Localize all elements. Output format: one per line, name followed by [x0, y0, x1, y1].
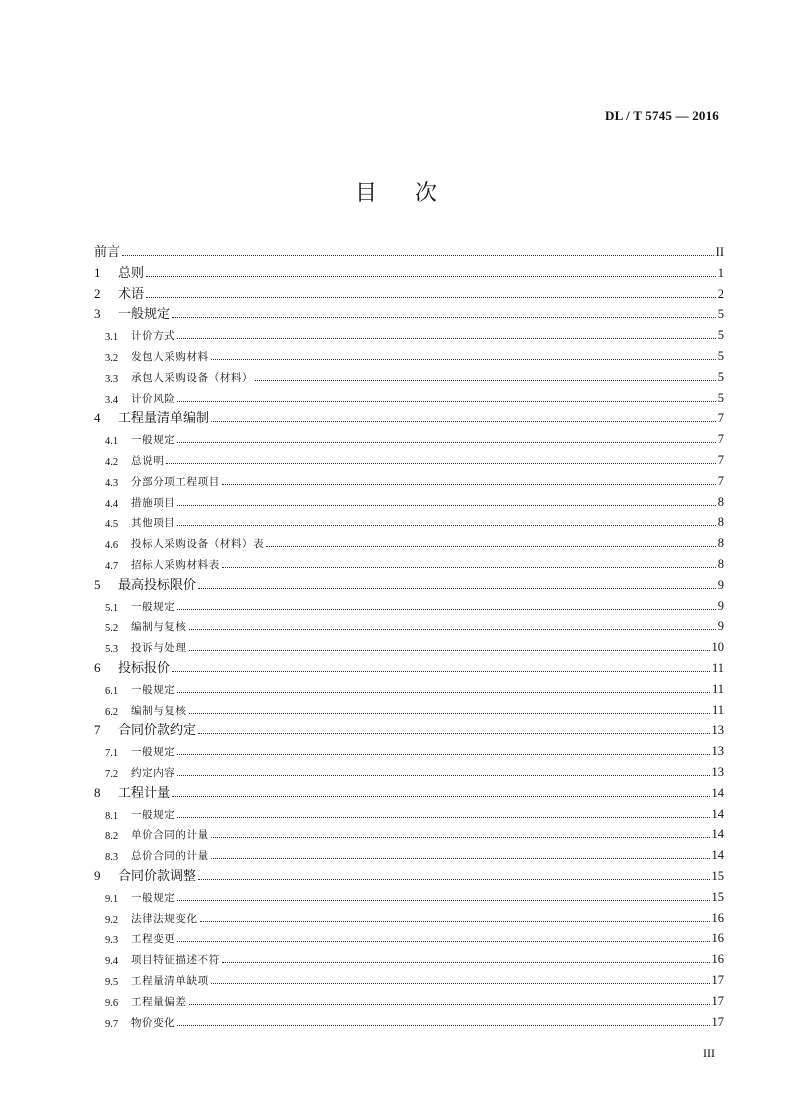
toc-entry[interactable] — [105, 344, 724, 364]
toc-entry[interactable] — [105, 906, 724, 926]
toc-entry-label: 法律法规变化 — [131, 912, 198, 925]
toc-entry[interactable] — [105, 989, 724, 1009]
toc-entry[interactable] — [105, 677, 724, 697]
dot-leader — [189, 713, 710, 714]
toc-entry-page: 14 — [711, 848, 724, 863]
toc-entry-number: 4.1 — [105, 436, 119, 448]
toc-entry-label: 投标报价 — [118, 661, 171, 676]
toc-entry-label: 术语 — [118, 286, 145, 302]
toc-entry-number: 9.3 — [105, 935, 119, 947]
dot-leader — [177, 941, 709, 942]
toc-entry[interactable] — [94, 282, 724, 302]
toc-entry-label: 总价合同的计量 — [131, 850, 209, 863]
toc-entry[interactable] — [105, 323, 724, 343]
toc-entry-page: 16 — [711, 931, 724, 946]
toc-entry-label: 项目特征描述不符 — [131, 954, 220, 967]
toc-entry[interactable] — [105, 698, 724, 718]
toc-entry-label: 物价变化 — [131, 1016, 176, 1029]
toc-entry-number: 9 — [94, 868, 101, 883]
toc-entry-number: 3.1 — [105, 332, 119, 344]
toc-entry-number: 8.2 — [105, 831, 119, 843]
toc-entry-page: 9 — [717, 598, 724, 613]
toc-entry[interactable] — [105, 594, 724, 614]
toc-entry[interactable] — [105, 739, 724, 759]
toc-entry-label: 投诉与处理 — [131, 642, 187, 655]
toc-entry-label: 约定内容 — [131, 767, 176, 779]
toc-entry[interactable] — [105, 968, 724, 988]
toc-entry-page: 5 — [717, 328, 724, 343]
toc-entry[interactable] — [105, 926, 724, 946]
dot-leader — [266, 546, 716, 547]
toc-entry-page: 8 — [717, 494, 724, 509]
toc-entry-number: 9.6 — [105, 997, 119, 1009]
toc-entry-page: 11 — [711, 681, 724, 696]
dot-leader — [222, 962, 710, 963]
toc-entry-label: 一般规定 — [131, 434, 176, 447]
dot-leader — [177, 609, 715, 610]
dot-leader — [177, 1025, 709, 1026]
dot-leader — [177, 401, 715, 402]
dot-leader — [177, 692, 710, 693]
dot-leader — [172, 317, 716, 318]
toc-entry-page: 2 — [717, 286, 724, 301]
toc-entry[interactable] — [105, 822, 724, 842]
dot-leader — [211, 421, 716, 422]
dot-leader — [172, 796, 709, 797]
toc-entry[interactable] — [105, 635, 724, 655]
toc-entry-page: 7 — [717, 411, 724, 426]
toc-entry-page: 5 — [717, 349, 724, 363]
toc-entry-page: 15 — [711, 869, 724, 883]
toc-entry-number: 4 — [94, 410, 101, 426]
toc-entry-number: 2 — [94, 285, 101, 301]
toc-entry-page: 5 — [717, 369, 724, 384]
toc-entry-label: 一般规定 — [118, 307, 171, 323]
toc-entry[interactable] — [94, 718, 724, 738]
toc-entry[interactable] — [105, 427, 724, 447]
toc-entry[interactable] — [105, 614, 724, 634]
toc-entry-number: 3.2 — [105, 353, 119, 364]
toc-entry-page: 1 — [717, 265, 724, 280]
toc-entry[interactable] — [94, 302, 724, 322]
toc-entry-number: 8.1 — [105, 810, 119, 822]
dot-leader — [177, 817, 709, 818]
dot-leader — [200, 921, 710, 922]
toc-entry-label: 工程量偏差 — [131, 995, 187, 1008]
toc-entry-label: 计价方式 — [131, 330, 176, 343]
toc-entry-label: 编制与复核 — [131, 621, 187, 634]
toc-entry-label: 单价合同的计量 — [131, 829, 209, 842]
toc-entry-label: 其他项目 — [131, 517, 176, 530]
dot-leader — [198, 588, 716, 589]
toc-entry-number: 8.3 — [105, 852, 119, 864]
toc-entry-label: 前言 — [94, 245, 121, 260]
toc-entry[interactable] — [105, 531, 724, 551]
toc-entry-number: 5.3 — [105, 644, 119, 656]
toc-entry-page: 8 — [717, 557, 724, 571]
toc-entry-number: 9.7 — [105, 1018, 119, 1030]
toc-entry-number: 4.6 — [105, 540, 119, 552]
toc-entry-page: 13 — [711, 765, 724, 779]
toc-entry-number: 9.2 — [105, 914, 119, 926]
toc-entry-number: 4.4 — [105, 498, 119, 510]
toc-entry-number: 6.2 — [105, 706, 119, 718]
toc-entry-label: 合同价款调整 — [118, 869, 197, 884]
toc-entry[interactable] — [105, 552, 724, 572]
dot-leader — [166, 463, 715, 464]
toc-entry-label: 计价风险 — [131, 392, 176, 405]
toc-entry-page: 7 — [717, 432, 724, 447]
toc-entry-page: 8 — [717, 515, 724, 530]
toc-entry[interactable] — [105, 947, 724, 967]
toc-entry[interactable] — [105, 490, 724, 510]
toc-entry-number: 7.2 — [105, 769, 119, 780]
toc-entry-label: 一般规定 — [131, 808, 176, 821]
toc-entry[interactable] — [105, 448, 724, 468]
toc-entry[interactable] — [105, 802, 724, 822]
toc-entry-number: 6.1 — [105, 685, 119, 697]
toc-entry-page: 11 — [711, 702, 724, 717]
toc-entry-page: 17 — [711, 1014, 724, 1029]
toc-entry-label: 编制与复核 — [131, 704, 187, 717]
toc-entry-label: 工程量清单缺项 — [131, 975, 209, 987]
dot-leader — [211, 359, 716, 360]
toc-entry-page: 9 — [717, 619, 724, 634]
toc-entry-number: 4.2 — [105, 457, 119, 468]
toc-entry-page: 8 — [717, 536, 724, 551]
toc-entry-number: 4.3 — [105, 477, 119, 489]
dot-leader — [146, 276, 716, 277]
dot-leader — [211, 837, 710, 838]
toc-entry-page: 15 — [711, 889, 724, 904]
toc-entry-label: 投标人采购设备（材料）表 — [131, 538, 265, 551]
toc-entry[interactable] — [94, 656, 724, 676]
toc-entry-label: 工程变更 — [131, 933, 176, 946]
toc-entry-number: 5.1 — [105, 602, 119, 614]
dot-leader — [122, 255, 714, 256]
toc-entry-number: 3.4 — [105, 394, 119, 406]
toc-entry[interactable] — [94, 573, 724, 593]
toc-entry-page: 13 — [711, 744, 724, 759]
toc-entry-number: 4.7 — [105, 561, 119, 572]
dot-leader — [211, 983, 710, 984]
toc-entry-page: 14 — [711, 827, 724, 842]
dot-leader — [146, 297, 716, 298]
toc-entry-number: 3 — [94, 306, 101, 322]
document-code: DL / T 5745 — 2016 — [604, 108, 719, 123]
toc-entry[interactable] — [105, 510, 724, 530]
toc-entry[interactable] — [105, 469, 724, 489]
toc-entry[interactable] — [105, 1010, 724, 1030]
toc-entry-number: 8 — [94, 784, 101, 800]
toc-entry-number: 5.2 — [105, 623, 119, 635]
dot-leader — [189, 629, 716, 630]
toc-entry[interactable] — [105, 843, 724, 863]
toc-entry[interactable] — [94, 781, 724, 801]
dot-leader — [177, 900, 709, 901]
toc-entry[interactable] — [94, 240, 724, 260]
dot-leader — [198, 879, 709, 880]
toc-entry-label: 总说明 — [131, 455, 165, 467]
toc-entry-page: 5 — [717, 390, 724, 405]
toc-entry-page: 17 — [711, 993, 724, 1008]
dot-leader — [177, 338, 715, 339]
toc-entry-label: 招标人采购材料表 — [131, 559, 220, 571]
toc-entry[interactable] — [105, 885, 724, 905]
toc-entry-label: 措施项目 — [131, 496, 176, 509]
toc-entry-number: 7 — [94, 722, 101, 738]
toc-entry-label: 工程计量 — [118, 785, 171, 801]
toc-entry-number: 4.5 — [105, 519, 119, 531]
toc-entry[interactable] — [105, 760, 724, 780]
toc-entry[interactable] — [105, 386, 724, 406]
dot-leader — [177, 775, 709, 776]
dot-leader — [198, 733, 709, 734]
toc-entry[interactable] — [94, 261, 724, 281]
toc-entry-label: 一般规定 — [131, 891, 176, 904]
toc-entry-label: 总则 — [118, 265, 145, 281]
toc-entry-page: 16 — [711, 910, 724, 925]
toc-entry[interactable] — [94, 864, 724, 884]
dot-leader — [172, 671, 710, 672]
toc-entry-page: 13 — [711, 723, 724, 738]
toc-title: 目次 — [354, 181, 475, 206]
toc-entry-label: 承包人采购设备（材料） — [131, 371, 254, 384]
toc-entry-number: 9.4 — [105, 956, 119, 968]
toc-entry-number: 3.3 — [105, 373, 119, 385]
dot-leader — [211, 858, 710, 859]
toc-entry-page: 16 — [711, 952, 724, 967]
toc-entry-label: 一般规定 — [131, 683, 176, 696]
toc-entry-number: 6 — [94, 660, 101, 675]
toc-entry-label: 合同价款约定 — [118, 723, 197, 739]
toc-entry-page: 10 — [711, 640, 724, 655]
toc-entry-label: 最高投标限价 — [118, 577, 197, 593]
dot-leader — [177, 505, 715, 506]
toc-entry-number: 5 — [94, 576, 101, 592]
toc-entry-number: 9.5 — [105, 977, 119, 988]
toc-entry-page: 5 — [717, 307, 724, 322]
page-number: III — [703, 1046, 715, 1060]
dot-leader — [222, 567, 716, 568]
toc-entry-page: 9 — [717, 577, 724, 592]
toc-entry-page: 7 — [717, 453, 724, 467]
toc-entry-page: 14 — [711, 785, 724, 800]
dot-leader — [189, 650, 710, 651]
toc-entry-page: 17 — [711, 973, 724, 987]
toc-entry-number: 7.1 — [105, 748, 119, 760]
dot-leader — [255, 380, 716, 381]
dot-leader — [177, 525, 715, 526]
toc-entry-label: 一般规定 — [131, 746, 176, 759]
toc-entry-number: 1 — [94, 264, 101, 280]
toc-entry[interactable] — [105, 365, 724, 385]
dot-leader — [177, 442, 715, 443]
toc-entry-label: 一般规定 — [131, 600, 176, 613]
dot-leader — [177, 754, 709, 755]
dot-leader — [189, 1004, 710, 1005]
toc-entry-page: 14 — [711, 806, 724, 821]
toc-entry-page: 7 — [717, 473, 724, 488]
toc-entry-label: 分部分项工程项目 — [131, 475, 220, 488]
toc-entry[interactable] — [94, 406, 724, 426]
toc-entry-label: 发包人采购材料 — [131, 351, 209, 363]
toc-entry-label: 工程量清单编制 — [118, 411, 210, 427]
toc-entry-page: II — [715, 245, 724, 259]
dot-leader — [222, 484, 716, 485]
toc-entry-number: 9.1 — [105, 893, 119, 905]
toc-entry-page: 11 — [711, 661, 724, 675]
